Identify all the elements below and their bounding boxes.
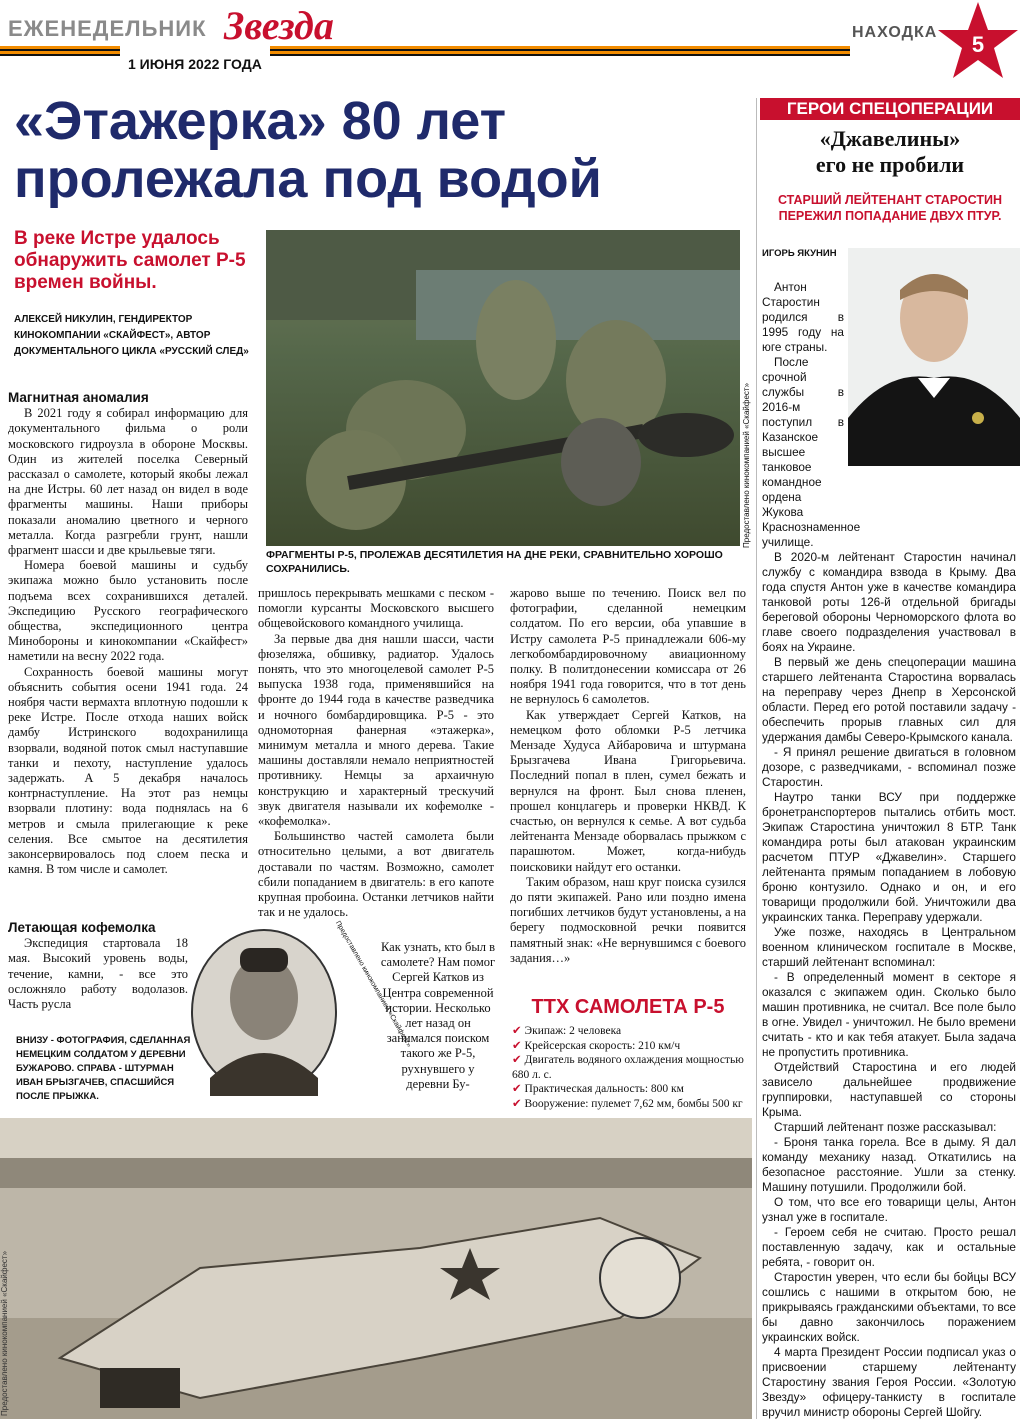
st-george-ribbon-right bbox=[270, 46, 850, 56]
photo-credit: Предоставлено кинокомпанией «Скайфест» bbox=[742, 382, 751, 548]
brand-label: ЕЖЕНЕДЕЛЬНИК bbox=[8, 16, 207, 41]
check-icon: ✔ bbox=[512, 1025, 522, 1037]
specs-box bbox=[508, 996, 748, 1134]
paragraph: - Героем себя не считаю. Просто решал поставленную задачу, как и остальные ребята, - говорит он. bbox=[762, 1225, 1016, 1269]
spec-item: ✔ Двигатель водяного охлаждения мощностью 680 л. с. bbox=[512, 1054, 744, 1081]
side-lede: СТАРШИЙ ЛЕЙТЕНАНТ СТАРОСТИН ПЕРЕЖИЛ ПОПАДАНИЕ ДВУХ ПТУР. bbox=[777, 193, 1003, 223]
wreck-photo bbox=[0, 1118, 752, 1419]
paragraph: Таким образом, наш круг поиска сузился до пяти экипажей. Рано или поздно имена погибших летчиков будут установлены, а на берегу подмосковной речки появится памятный знак: «Не вернувшимся с боевого задания…» bbox=[510, 874, 746, 965]
paragraph: жарово выше по течению. Поиск вел по фотографии, сделанной немецким солдатом. По его версии, оба упавшие в Истру самолета Р-5 принадлежали 606-му легкобомбардировочному авиационному полку. В политдонесении комиссара от 26 ноября 1941 года говорится, что в тот день не вернулось 6 самолетов. bbox=[510, 586, 746, 707]
paragraph: 4 марта Президент России подписал указ о присвоении старшему лейтенанту Старостину звания Героя России. «Золотую Звезду» офицеру-танкисту в госпитале вручил министр обороны Сергей Шойгу. bbox=[762, 1345, 1016, 1419]
side-headline-line-1: «Джавелины» bbox=[819, 126, 961, 151]
paragraph: Старший лейтенант позже рассказывал: bbox=[774, 1120, 997, 1134]
st-george-ribbon bbox=[0, 46, 120, 56]
paragraph: В 2021 году я собирал информацию для документального фильма о роли московского гидроузла в обороне Москвы. Один из жителей поселка Северный рассказал о самолете, который якобы лежал на дне Истры. 60 лет назад он видел в воде фрагменты машины. Наши приборы показали аномалию цветного и черного металла. Когда разгребли грунт, нашли фрагмент шасси и две крыльевые тяги. bbox=[8, 406, 248, 558]
paragraph: Старостин уверен, что если бы бойцы ВСУ сошлись с нашими в открытом бою, не прикрываясь гражданскими объектами, то все бы давно закончилось поражением украинских войск. bbox=[762, 1270, 1016, 1344]
paragraph: Наутро танки ВСУ при поддержке бронетранспортеров пытались отбить мост. Экипаж Старостина уничтожил 8 БТР. Танк командира роты был атакован украинским расчетом ПТУР «Джавелин». Старшего лейтенанта прямым попаданием в лобовую броню контузило. Однако и он, и его товарищи продолжили бой. Уничтожили два украинских танка. Переправу удержали. bbox=[762, 790, 1016, 924]
paragraph: - В определенный момент в секторе я оказался с экипажем один. Сколько было машин противника, не считал. Все поле было в огне. Увидел - уничтожил. Не было времени считать - кто и как тебя атакует. Была задача не пропустить противника. bbox=[762, 970, 1016, 1059]
spec-item: ✔ Крейсерская скорость: 210 км/ч bbox=[512, 1039, 681, 1052]
masthead bbox=[0, 0, 1020, 80]
check-icon: ✔ bbox=[512, 1097, 522, 1110]
article-column-3 bbox=[510, 586, 746, 966]
specs-title: ТТХ САМОЛЕТА Р-5 bbox=[531, 996, 725, 1018]
photo-caption: ФРАГМЕНТЫ Р-5, ПРОЛЕЖАВ ДЕСЯТИЛЕТИЯ НА ДНЕ РЕКИ, СРАВНИТЕЛЬНО ХОРОШО СОХРАНИЛИСЬ. bbox=[266, 549, 723, 575]
bottom-photo-caption: ВНИЗУ - ФОТОГРАФИЯ, СДЕЛАННАЯ НЕМЕЦКИМ СОЛДАТОМ У ДЕРЕВНИ БУЖАРОВО. СПРАВА - ШТУРМАН ИВАН БРЫЗГАЧЕВ, СПАСШИЙСЯ ПОСЛЕ ПРЫЖКА. bbox=[16, 1035, 191, 1102]
spec-item: ✔ Практическая дальность: 800 км bbox=[512, 1083, 684, 1095]
paragraph: Уже позже, находясь в Центральном военном клиническом госпитале в Москве, старший лейтенант вспоминал: bbox=[762, 925, 1016, 969]
paragraph: Как утверждает Сергей Катков, на немецком фото обломки Р-5 летчика Мензаде Худуса Айбаровича и штурмана Брызгачева Ивана Григорьевича. Последний попал в плен, сумел бежать и вернулся на фронт. Был снова пленен, прошел концлагерь и проверки НКВД. К счастью, он вернулся к семье. А вот судьба лейтенанта Мензаде оборвалась прыжком с парашютом. Может, когда-нибудь поисковики найдут его останки. bbox=[510, 707, 746, 874]
specs-list bbox=[512, 1024, 748, 1111]
check-icon: ✔ bbox=[512, 1083, 522, 1095]
paragraph: Как узнать, кто был в самолете? Нам помог Сергей Катков из Центра современной истории. Несколько лет назад он занимался поиском такого же Р-5, рухнувшего у деревни Бу- bbox=[380, 940, 496, 1091]
paragraph: Экспедиция стартовала 18 мая. Высокий уровень воды, течение, камни, - все это осложняло работу водолазов. Часть русла bbox=[8, 936, 188, 1012]
subhead-flying-coffee-mill: Летающая кофемолка bbox=[8, 920, 156, 935]
paragraph: За первые два дня нашли шасси, части фюзеляжа, обшивку, радиатор. Удалось понять, что это многоцелевой самолет Р-5 выпуска 1938 года, применявшийся на фронте до 1944 года в качестве разведчика и ночного бомбардировщика. Р-5 - это одномоторная фанерная «этажерка», минимум металла и много дерева. Такие машины доставляли немало неприятностей противнику. Немцы за архаичную конструкцию и характерный трескучий звук двигателя называли их кофемолке - «кофемолка». bbox=[258, 631, 494, 829]
paragraph: Номера боевой машины и судьбу экипажа можно было установить после подъема всех сохранившихся деталей. Экспедицию Русского географического общества, экспедиционного центра Минобороны и кинокомпании «Скайфест» наметили на весну 2022 года. bbox=[8, 558, 248, 664]
paragraph: - Броня танка горела. Все в дыму. Я дал команду механику назад. Откатились на безопасное расстояние. Ушли за стенку. Машину потушили. Продолжили бой. bbox=[762, 1135, 1016, 1194]
spec-item: ✔ Экипаж: 2 человека bbox=[512, 1025, 622, 1037]
section-name: НАХОДКА bbox=[852, 24, 938, 41]
column-divider bbox=[756, 98, 757, 1419]
issue-date: 1 ИЮНЯ 2022 ГОДА bbox=[128, 56, 262, 72]
subhead-magnetic-anomaly: Магнитная аномалия bbox=[8, 390, 149, 405]
paragraph: - Я принял решение двигаться в головном дозоре, с разведчиками, - вспоминал позже Старостин. bbox=[762, 745, 1016, 789]
article-column-2 bbox=[258, 586, 494, 920]
page-number: 5 bbox=[971, 32, 985, 57]
paragraph: Большинство частей самолета были относительно целыми, а вот двигатель доставали по частям. Возможно, самолет сбили попаданием в двигатель: в его капоте крупная пробоина. Останки летчиков найти так и не удалось. bbox=[258, 829, 494, 920]
spec-item: ✔ Вооружение: пулемет 7,62 мм, бомбы 500 кг bbox=[512, 1097, 743, 1110]
paragraph: О том, что все его товарищи целы, Антон узнал уже в госпитале. bbox=[762, 1195, 1016, 1224]
article-byline: АЛЕКСЕЙ НИКУЛИН, ГЕНДИРЕКТОР КИНОКОМПАНИИ «СКАЙФЕСТ», АВТОР ДОКУМЕНТАЛЬНОГО ЦИКЛА «РУССКИЙ СЛЕД» bbox=[14, 314, 249, 357]
paragraph: Сохранность боевой машины могут объяснить события осени 1941 года. 24 ноября части вермахта вплотную подошли к реке Истре. После отхода наших войск дамбу Истринского водохранилища взорвали, водяной поток смыл наступавшие танки и пехоту, наступление удалось задержать. А 5 декабря началось контрнаступление. На этот раз немцы взорвали плотину: вода поднялась на 6 метров и смыла прилегающие к реке селения. Все смытое на десятилетия законсервировалось под слоем песка и камня. В том числе и самолет. bbox=[8, 664, 248, 877]
article-column-1 bbox=[8, 390, 248, 878]
brand-logo: Звезда bbox=[224, 3, 334, 48]
headline-line-1: «Этажерка» 80 лет bbox=[14, 91, 507, 151]
side-article-body bbox=[762, 280, 1016, 1420]
paragraph: В 2020-м лейтенант Старостин начинал службу с командира взвода в Крыму. Два года спустя Антон уже в качестве командира танковой роты 126-й отдельной бригады береговой обороны Черноморского флота во главе своего подразделения участвовал в боях на Украине. bbox=[762, 550, 1016, 654]
side-section-banner: ГЕРОИ СПЕЦОПЕРАЦИИ bbox=[760, 98, 1020, 120]
paragraph: Отдействий Старостина и его людей зависело дальнейшее продвижение группировки, наступавшей со стороны Крыма. bbox=[762, 1060, 1016, 1119]
paragraph: Антон Старостин родился в 1995 году на юге страны. bbox=[762, 280, 844, 354]
check-icon: ✔ bbox=[512, 1039, 522, 1052]
side-headline bbox=[760, 126, 1020, 178]
article-lede: В реке Истре удалось обнаружить самолет Р-5 времен войны. bbox=[14, 228, 246, 293]
portrait-credit: Предоставлено кинокомпанией «Скайфест» bbox=[333, 920, 413, 1049]
navigator-portrait bbox=[190, 928, 338, 1096]
bottom-photo-credit: Предоставлено кинокомпанией «Скайфест» bbox=[0, 1250, 9, 1416]
star-icon bbox=[936, 0, 1020, 80]
paragraph: В первый же день спецоперации машина старшего лейтенанта Старостина ворвалась на переправу через Днепр в Херсонской области. Перед его ротой поставили задачу - обеспечить прорыв главных сил для удержания дамбы Северо-Крымского канала. bbox=[762, 655, 1016, 744]
headline bbox=[14, 92, 754, 208]
side-headline-line-2: его не пробили bbox=[815, 152, 965, 177]
headline-line-2: пролежала под водой bbox=[14, 149, 602, 209]
paragraph: После срочной службы в 2016-м поступил в Казанское высшее танковое командное ордена Жукова Краснознаменное училище. bbox=[762, 355, 861, 549]
paragraph: пришлось перекрывать мешками с песком - помогли курсанты Московского высшего общевойскового командного училища. bbox=[258, 586, 494, 631]
article-column-1-bottom bbox=[8, 920, 188, 1012]
article-column-2-bottom bbox=[380, 940, 496, 1092]
check-icon: ✔ bbox=[512, 1054, 522, 1066]
soldiers-photo bbox=[266, 230, 740, 546]
side-byline: ИГОРЬ ЯКУНИН bbox=[762, 248, 837, 259]
